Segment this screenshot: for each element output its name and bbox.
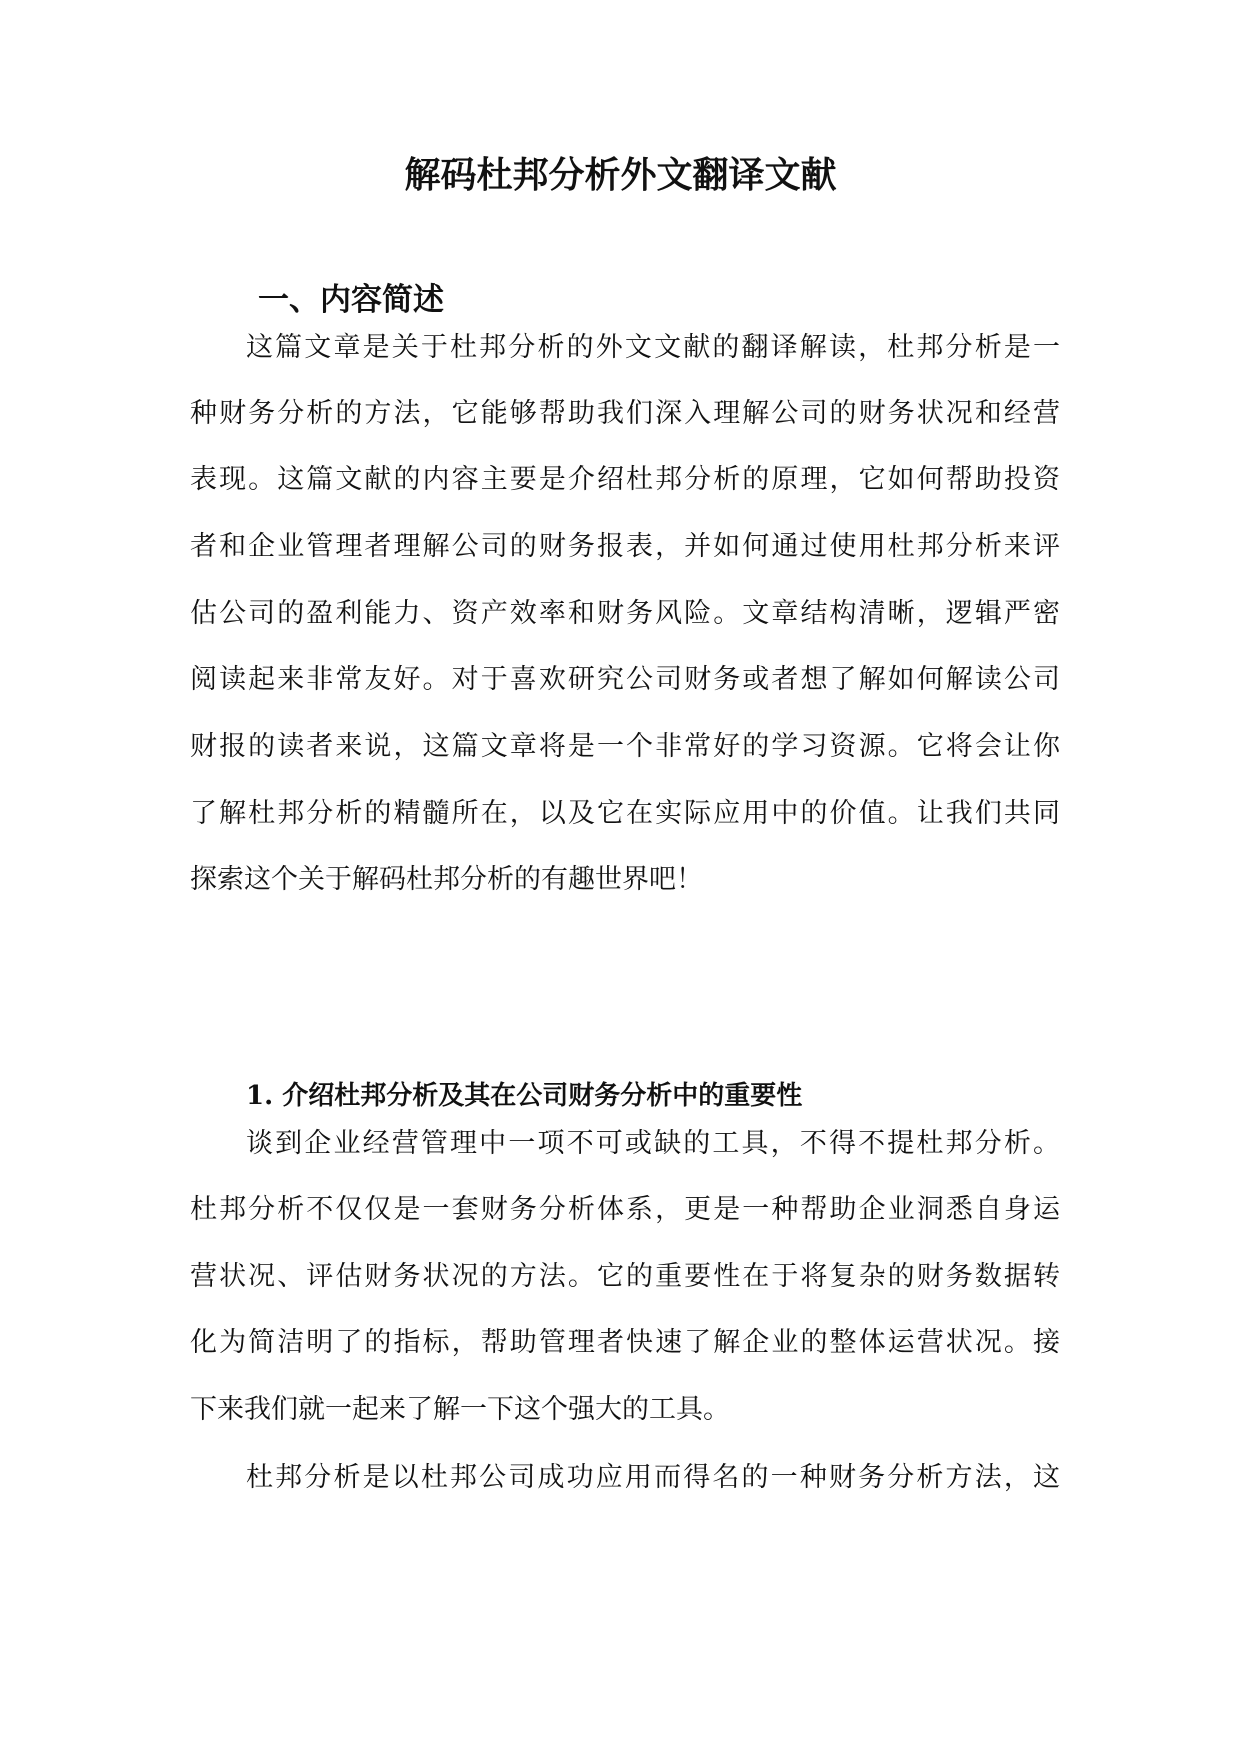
subsection-heading-dupont-intro: 1. 介绍杜邦分析及其在公司财务分析中的重要性 (246, 1081, 803, 1111)
paragraph-line: 营状况、评估财务状况的方法。它的重要性在于将复杂的财务数据转 (190, 1261, 1060, 1292)
paragraph-line: 杜邦分析是以杜邦公司成功应用而得名的一种财务分析方法，这 (246, 1462, 1060, 1493)
section-heading-overview: 一、内容简述 (258, 282, 444, 318)
paragraph-line: 表现。这篇文献的内容主要是介绍杜邦分析的原理，它如何帮助投资 (190, 464, 1060, 495)
document-title: 解码杜邦分析外文翻译文献 (404, 154, 837, 196)
paragraph-line: 财报的读者来说，这篇文章将是一个非常好的学习资源。它将会让你 (190, 731, 1060, 762)
paragraph-line: 阅读起来非常友好。对于喜欢研究公司财务或者想了解如何解读公司 (190, 664, 1060, 695)
paragraph-line: 这篇文章是关于杜邦分析的外文文献的翻译解读，杜邦分析是一 (246, 332, 1060, 363)
paragraph-line: 杜邦分析不仅仅是一套财务分析体系，更是一种帮助企业洞悉自身运 (190, 1194, 1060, 1225)
paragraph-line: 种财务分析的方法，它能够帮助我们深入理解公司的财务状况和经营 (190, 398, 1060, 429)
paragraph-line: 者和企业管理者理解公司的财务报表，并如何通过使用杜邦分析来评 (190, 531, 1060, 562)
paragraph-line: 谈到企业经营管理中一项不可或缺的工具，不得不提杜邦分析。 (246, 1128, 1060, 1159)
paragraph-line: 了解杜邦分析的精髓所在，以及它在实际应用中的价值。让我们共同 (190, 798, 1060, 829)
paragraph-line: 估公司的盈利能力、资产效率和财务风险。文章结构清晰，逻辑严密 (190, 598, 1060, 629)
paragraph-line: 下来我们就一起来了解一下这个强大的工具。 (190, 1394, 730, 1425)
paragraph-line: 探索这个关于解码杜邦分析的有趣世界吧！ (190, 864, 703, 895)
paragraph-line: 化为简洁明了的指标，帮助管理者快速了解企业的整体运营状况。接 (190, 1327, 1060, 1358)
